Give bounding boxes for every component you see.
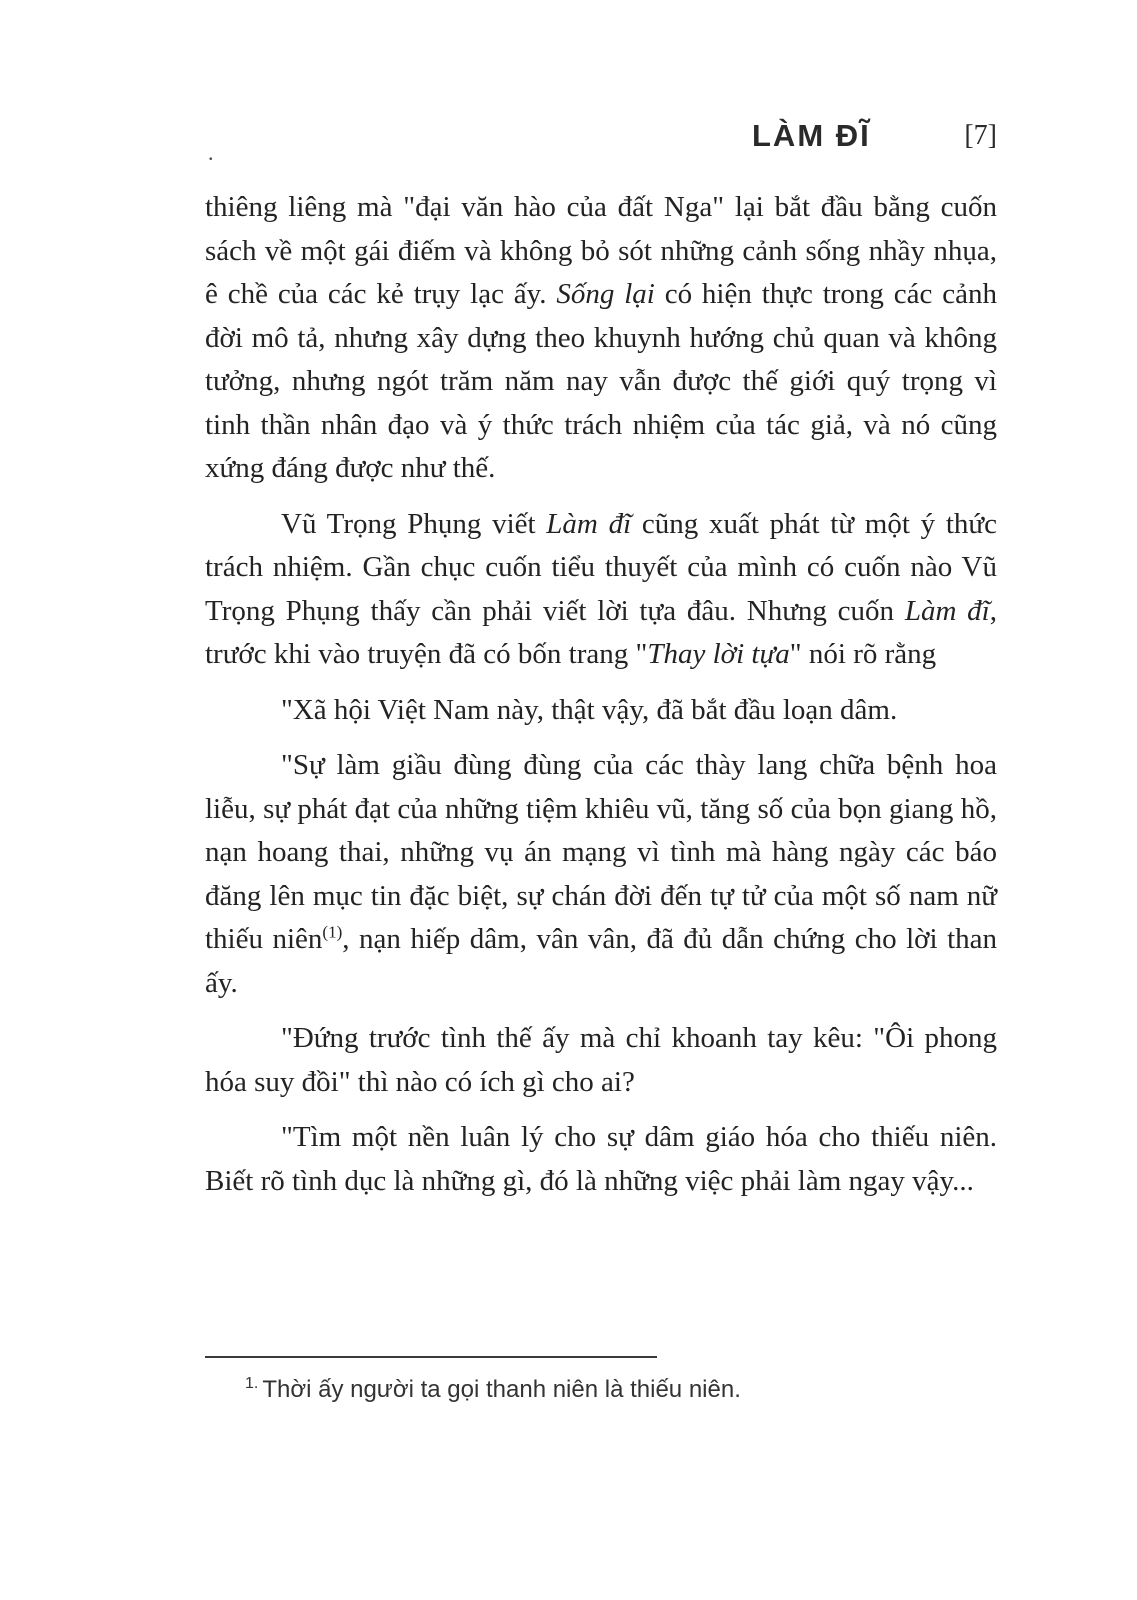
italic-text: Thay lời tựa [647,638,790,670]
footnote-reference: (1) [322,922,343,942]
italic-text: Làm đĩ [546,507,632,540]
stray-dot: . [208,140,214,165]
italic-text: Sống lại [556,278,655,310]
body-text [205,186,997,1215]
footnote-marker: 1. [245,1375,259,1392]
page-header [0,118,1137,165]
footnote-rule [205,1356,657,1358]
paragraph: "Đứng trước tình thế ấy mà chỉ khoanh tay kêu: "Ôi phong hóa suy đồi" thì nào có ích gì cho ai? [205,1022,997,1098]
footnote [205,1374,997,1406]
running-title: LÀM ĐĨ [752,118,871,153]
footnote-area [205,1356,997,1406]
paragraph: "Xã hội Việt Nam này, thật vậy, đã bắt đầu loạn dâm. [281,693,898,726]
footnote-text: Thời ấy người ta gọi thanh niên là thiếu niên. [262,1376,741,1403]
paragraph: thiêng liêng mà "đại văn hào của đất Nga" lại bắt đầu bằng cuốn sách về một gái điếm và không bỏ sót những cảnh sống nhầy nhụa, ê chề của các kẻ trụy lạc ấy. Sống lại có hiện thực trong các cảnh đời mô tả, nhưng xây dựng theo khuynh hướng chủ quan và không tưởng, nhưng ngót trăm năm nay vẫn được thế giới quý trọng vì tinh thần nhân đạo và ý thức trách nhiệm của tác giả, và nó cũng xứng đáng được như thế. [205,191,997,484]
paragraph: Vũ Trọng Phụng viết Làm đĩ cũng xuất phát từ một ý thức trách nhiệm. Gần chục cuốn tiểu thuyết của mình có cuốn nào Vũ Trọng Phụng thấy cần phải viết lời tựa đâu. Nhưng cuốn Làm đĩ, trước khi vào truyện đã có bốn trang "Thay lời tựa" nói rõ rằng [205,507,997,670]
paragraph: "Sự làm giầu đùng đùng của các thày lang chữa bệnh hoa liễu, sự phát đạt của những tiệm khiêu vũ, tăng số của bọn giang hồ, nạn hoang thai, những vụ án mạng vì tình mà hàng ngày các báo đăng lên mục tin đặc biệt, sự chán đời đến tự tử của một số nam nữ thiếu niên$^{(1)}$, nạn hiếp dâm, vân vân, đã đủ dẫn chứng cho lời than ấy. [205,749,997,999]
italic-text: Làm đĩ [904,594,990,627]
paragraph: "Tìm một nền luân lý cho sự dâm giáo hóa cho thiếu niên. Biết rõ tình dục là những gì, đó là những việc phải làm ngay vậy... [205,1121,997,1197]
page-number: [7] [964,120,997,151]
